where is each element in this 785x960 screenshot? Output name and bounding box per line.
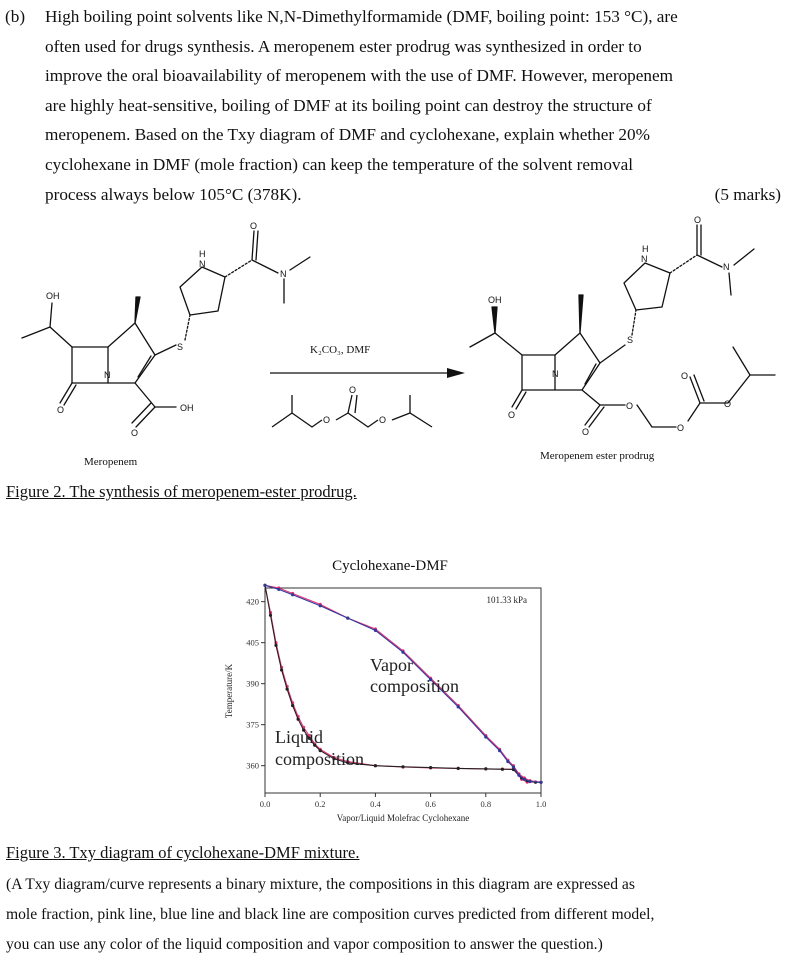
vapor-label: Vapor [370,655,413,675]
question-label: (b) [5,7,26,26]
data-point [528,780,531,783]
y-axis-label: Temperature/K [224,663,234,719]
txy-chart [220,548,560,833]
y-tick-label: 405 [246,637,259,648]
data-point [274,644,277,647]
figure-2-caption: Figure 2. The synthesis of meropenem-ester prodrug. [6,482,357,501]
data-point [346,617,349,620]
reaction-scheme [0,215,785,480]
question-line: are highly heat-sensitive, boiling of DMF at its boiling point can destroy the structure of [45,95,652,115]
atom-oh: OH [488,295,502,305]
data-point [484,767,487,770]
atom-o: O [323,415,331,425]
atom-oh: OH [46,291,60,301]
atom-o: O [694,215,702,225]
data-point [291,593,294,596]
atom-o: O [250,221,258,231]
data-point [523,778,526,781]
data-point [374,629,377,632]
liquid-composition-label: composition [275,749,364,769]
atom-o: O [724,399,732,409]
atom-n: N [723,262,730,272]
y-tick-label: 375 [246,719,259,730]
x-tick-label: 1.0 [535,799,547,809]
data-point [286,688,289,691]
data-point [498,749,501,752]
atom-n: N [641,254,648,264]
data-point [277,588,280,591]
atom-o: O [582,427,590,437]
atom-o: O [57,405,65,415]
question-line: cyclohexane in DMF (mole fraction) can keep the temperature of the solvent removal [45,155,633,174]
vapor-composition-label: composition [370,676,459,696]
atom-o: O [677,423,685,433]
atom-s: S [177,342,184,352]
x-tick-label: 0.6 [425,799,436,809]
atom-o: O [131,428,139,438]
data-point [457,705,460,708]
note-line: you can use any color of the liquid composition and vapor composition to answer the question.) [6,936,603,953]
question-line: High boiling point solvents like N,N-Dimethylformamide (DMF, boiling point: 153 °C), are [45,7,678,26]
data-point [269,614,272,617]
question-line: often used for drugs synthesis. A meropenem ester prodrug was synthesized in order to [45,36,642,56]
atom-n: N [104,370,111,380]
data-point [506,760,509,763]
atom-o: O [379,415,387,425]
x-axis [260,793,547,809]
atom-o: O [508,410,516,420]
question-line: improve the oral bioavailability of meropenem with the use of DMF. However, meropenem [45,66,673,86]
data-point [517,774,520,777]
note-line: mole fraction, pink line, blue line and black line are composition curves predicted from different model, [6,906,655,923]
x-tick-label: 0.0 [259,799,271,809]
data-point [374,764,377,767]
atom-n: N [280,269,287,279]
question-line: meropenem. Based on the Txy diagram of DMF and cyclohexane, explain whether 20% [45,125,650,145]
data-point [484,735,487,738]
atom-n: N [552,369,559,379]
data-point [401,651,404,654]
data-point [401,765,404,768]
question-line: process always below 105°C (378K). [45,184,302,204]
atom-h: H [199,249,206,259]
atom-o: O [349,385,357,395]
x-tick-label: 0.4 [370,799,381,809]
atom-h: H [642,244,649,254]
x-tick-label: 0.8 [480,799,492,809]
y-axis [246,597,265,771]
reactant-name: Meropenem [84,456,138,468]
x-tick-label: 0.2 [314,799,326,809]
data-point [512,765,515,768]
data-point [291,704,294,707]
figure-3-caption: Figure 3. Txy diagram of cyclohexane-DMF mixture. [6,843,360,862]
chart-title: Cyclohexane-DMF [332,558,448,574]
y-tick-label: 360 [246,760,259,771]
liquid-label: Liquid [275,727,323,747]
reagents-label: K₂CO₃, DMF [310,344,371,356]
data-point [457,767,460,770]
atom-s: S [627,335,634,345]
data-point [539,781,542,784]
y-tick-label: 420 [246,596,259,607]
x-axis-label: Vapor/Liquid Molefrac Cyclohexane [336,813,470,823]
data-point [263,584,266,587]
data-point [297,718,300,721]
marks-label: (5 marks) [714,184,781,204]
atom-oh: OH [180,403,194,413]
atom-o: O [681,371,689,381]
data-point [501,768,504,771]
pressure-label: 101.33 kPa [486,595,527,605]
data-point [319,604,322,607]
note-line: (A Txy diagram/curve represents a binary mixture, the compositions in this diagram are expressed as [6,876,635,893]
alkylating-reagent-structure [272,395,432,427]
meropenem-structure [22,231,310,427]
y-tick-label: 390 [246,678,259,689]
arrow-head-icon [447,368,465,378]
atom-n: N [199,259,206,269]
data-point [429,766,432,769]
data-point [280,668,283,671]
prodrug-structure [470,225,775,427]
atom-o: O [626,401,634,411]
product-name: Meropenem ester prodrug [540,450,655,462]
